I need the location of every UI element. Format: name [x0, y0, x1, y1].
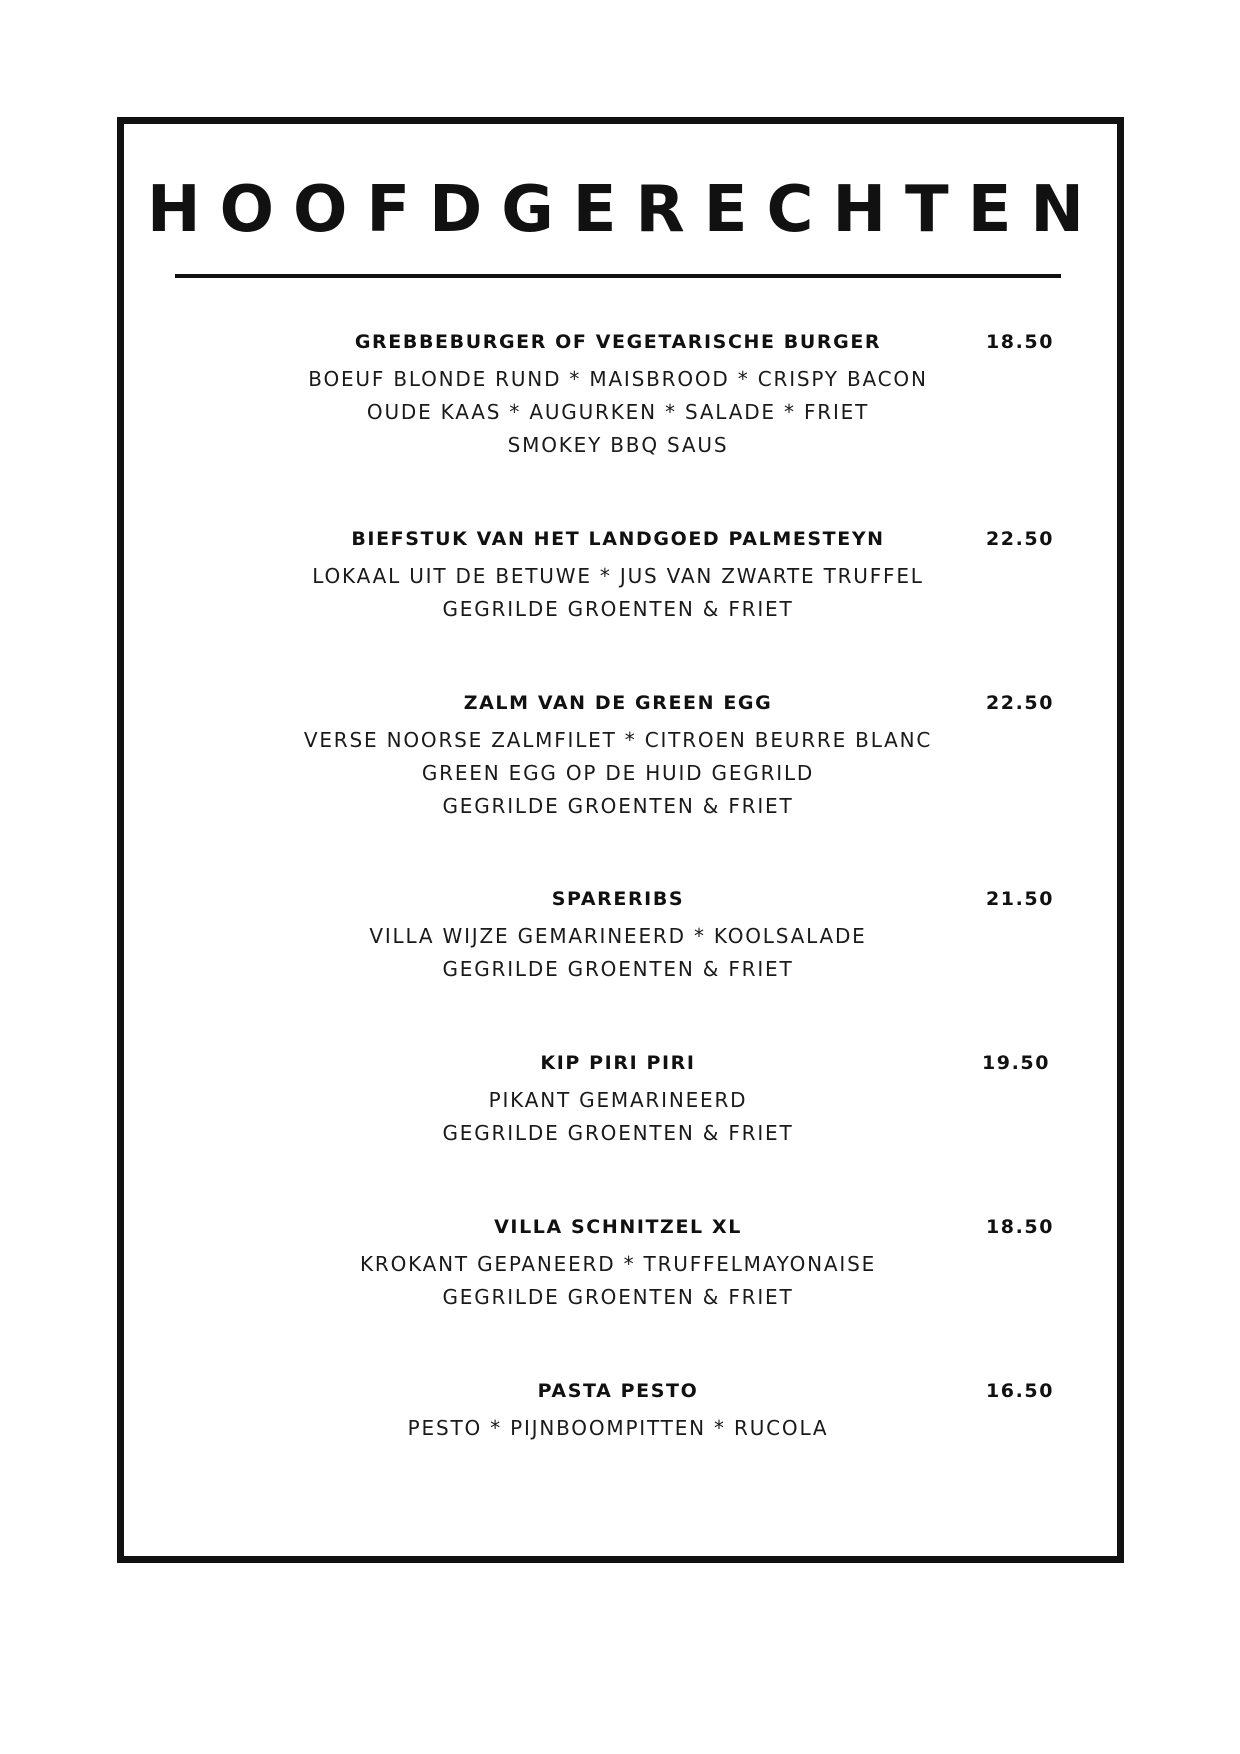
menu-title: HOOFDGERECHTEN — [147, 173, 1103, 247]
dish-name: ZALM VAN DE GREEN EGG — [463, 692, 773, 714]
dish-description — [0, 363, 1236, 462]
title-divider — [175, 274, 1061, 278]
dish-description — [0, 560, 1236, 626]
dish-description-line: GEGRILDE GROENTEN & FRIET — [442, 1121, 794, 1145]
dish-description-line: VILLA WIJZE GEMARINEERD * KOOLSALADE — [369, 924, 867, 948]
dish-description — [0, 724, 1236, 823]
dish-price: 16.50 — [985, 1380, 1055, 1402]
dish-price: 21.50 — [985, 888, 1055, 910]
dish-description-line: GREEN EGG OP DE HUID GEGRILD — [421, 761, 815, 785]
dish-name: KIP PIRI PIRI — [540, 1052, 696, 1074]
dish-description-line: PESTO * PIJNBOOMPITTEN * RUCOLA — [407, 1416, 829, 1440]
dish-description — [0, 920, 1236, 986]
dish-description-line: VERSE NOORSE ZALMFILET * CITROEN BEURRE BLANC — [303, 728, 933, 752]
dish-description-line: OUDE KAAS * AUGURKEN * SALADE * FRIET — [366, 400, 870, 424]
dish-description-line: GEGRILDE GROENTEN & FRIET — [442, 597, 794, 621]
dish-description-line: GEGRILDE GROENTEN & FRIET — [442, 1285, 794, 1309]
dish-name: PASTA PESTO — [537, 1380, 699, 1402]
dish-description-line: LOKAAL UIT DE BETUWE * JUS VAN ZWARTE TRUFFEL — [312, 564, 924, 588]
dish-description-line: KROKANT GEPANEERD * TRUFFELMAYONAISE — [359, 1252, 877, 1276]
dish-price: 18.50 — [985, 1216, 1055, 1238]
dish-name: GREBBEBURGER OF VEGETARISCHE BURGER — [354, 331, 882, 353]
dish-description — [0, 1084, 1236, 1150]
dish-price: 18.50 — [985, 331, 1055, 353]
dish-name: VILLA SCHNITZEL XL — [494, 1216, 742, 1238]
dish-price: 22.50 — [985, 528, 1055, 550]
dish-description-line: SMOKEY BBQ SAUS — [507, 433, 729, 457]
dish-description-line: GEGRILDE GROENTEN & FRIET — [442, 957, 794, 981]
dish-price: 22.50 — [985, 692, 1055, 714]
dish-name: SPARERIBS — [551, 888, 685, 910]
dish-description — [0, 1248, 1236, 1314]
dish-description — [0, 1412, 1236, 1445]
dish-description-line: GEGRILDE GROENTEN & FRIET — [442, 794, 794, 818]
dish-description-line: PIKANT GEMARINEERD — [488, 1088, 748, 1112]
dish-price: 19.50 — [981, 1052, 1051, 1074]
dish-description-line: BOEUF BLONDE RUND * MAISBROOD * CRISPY BACON — [308, 367, 928, 391]
dish-name: BIEFSTUK VAN HET LANDGOED PALMESTEYN — [351, 528, 885, 550]
